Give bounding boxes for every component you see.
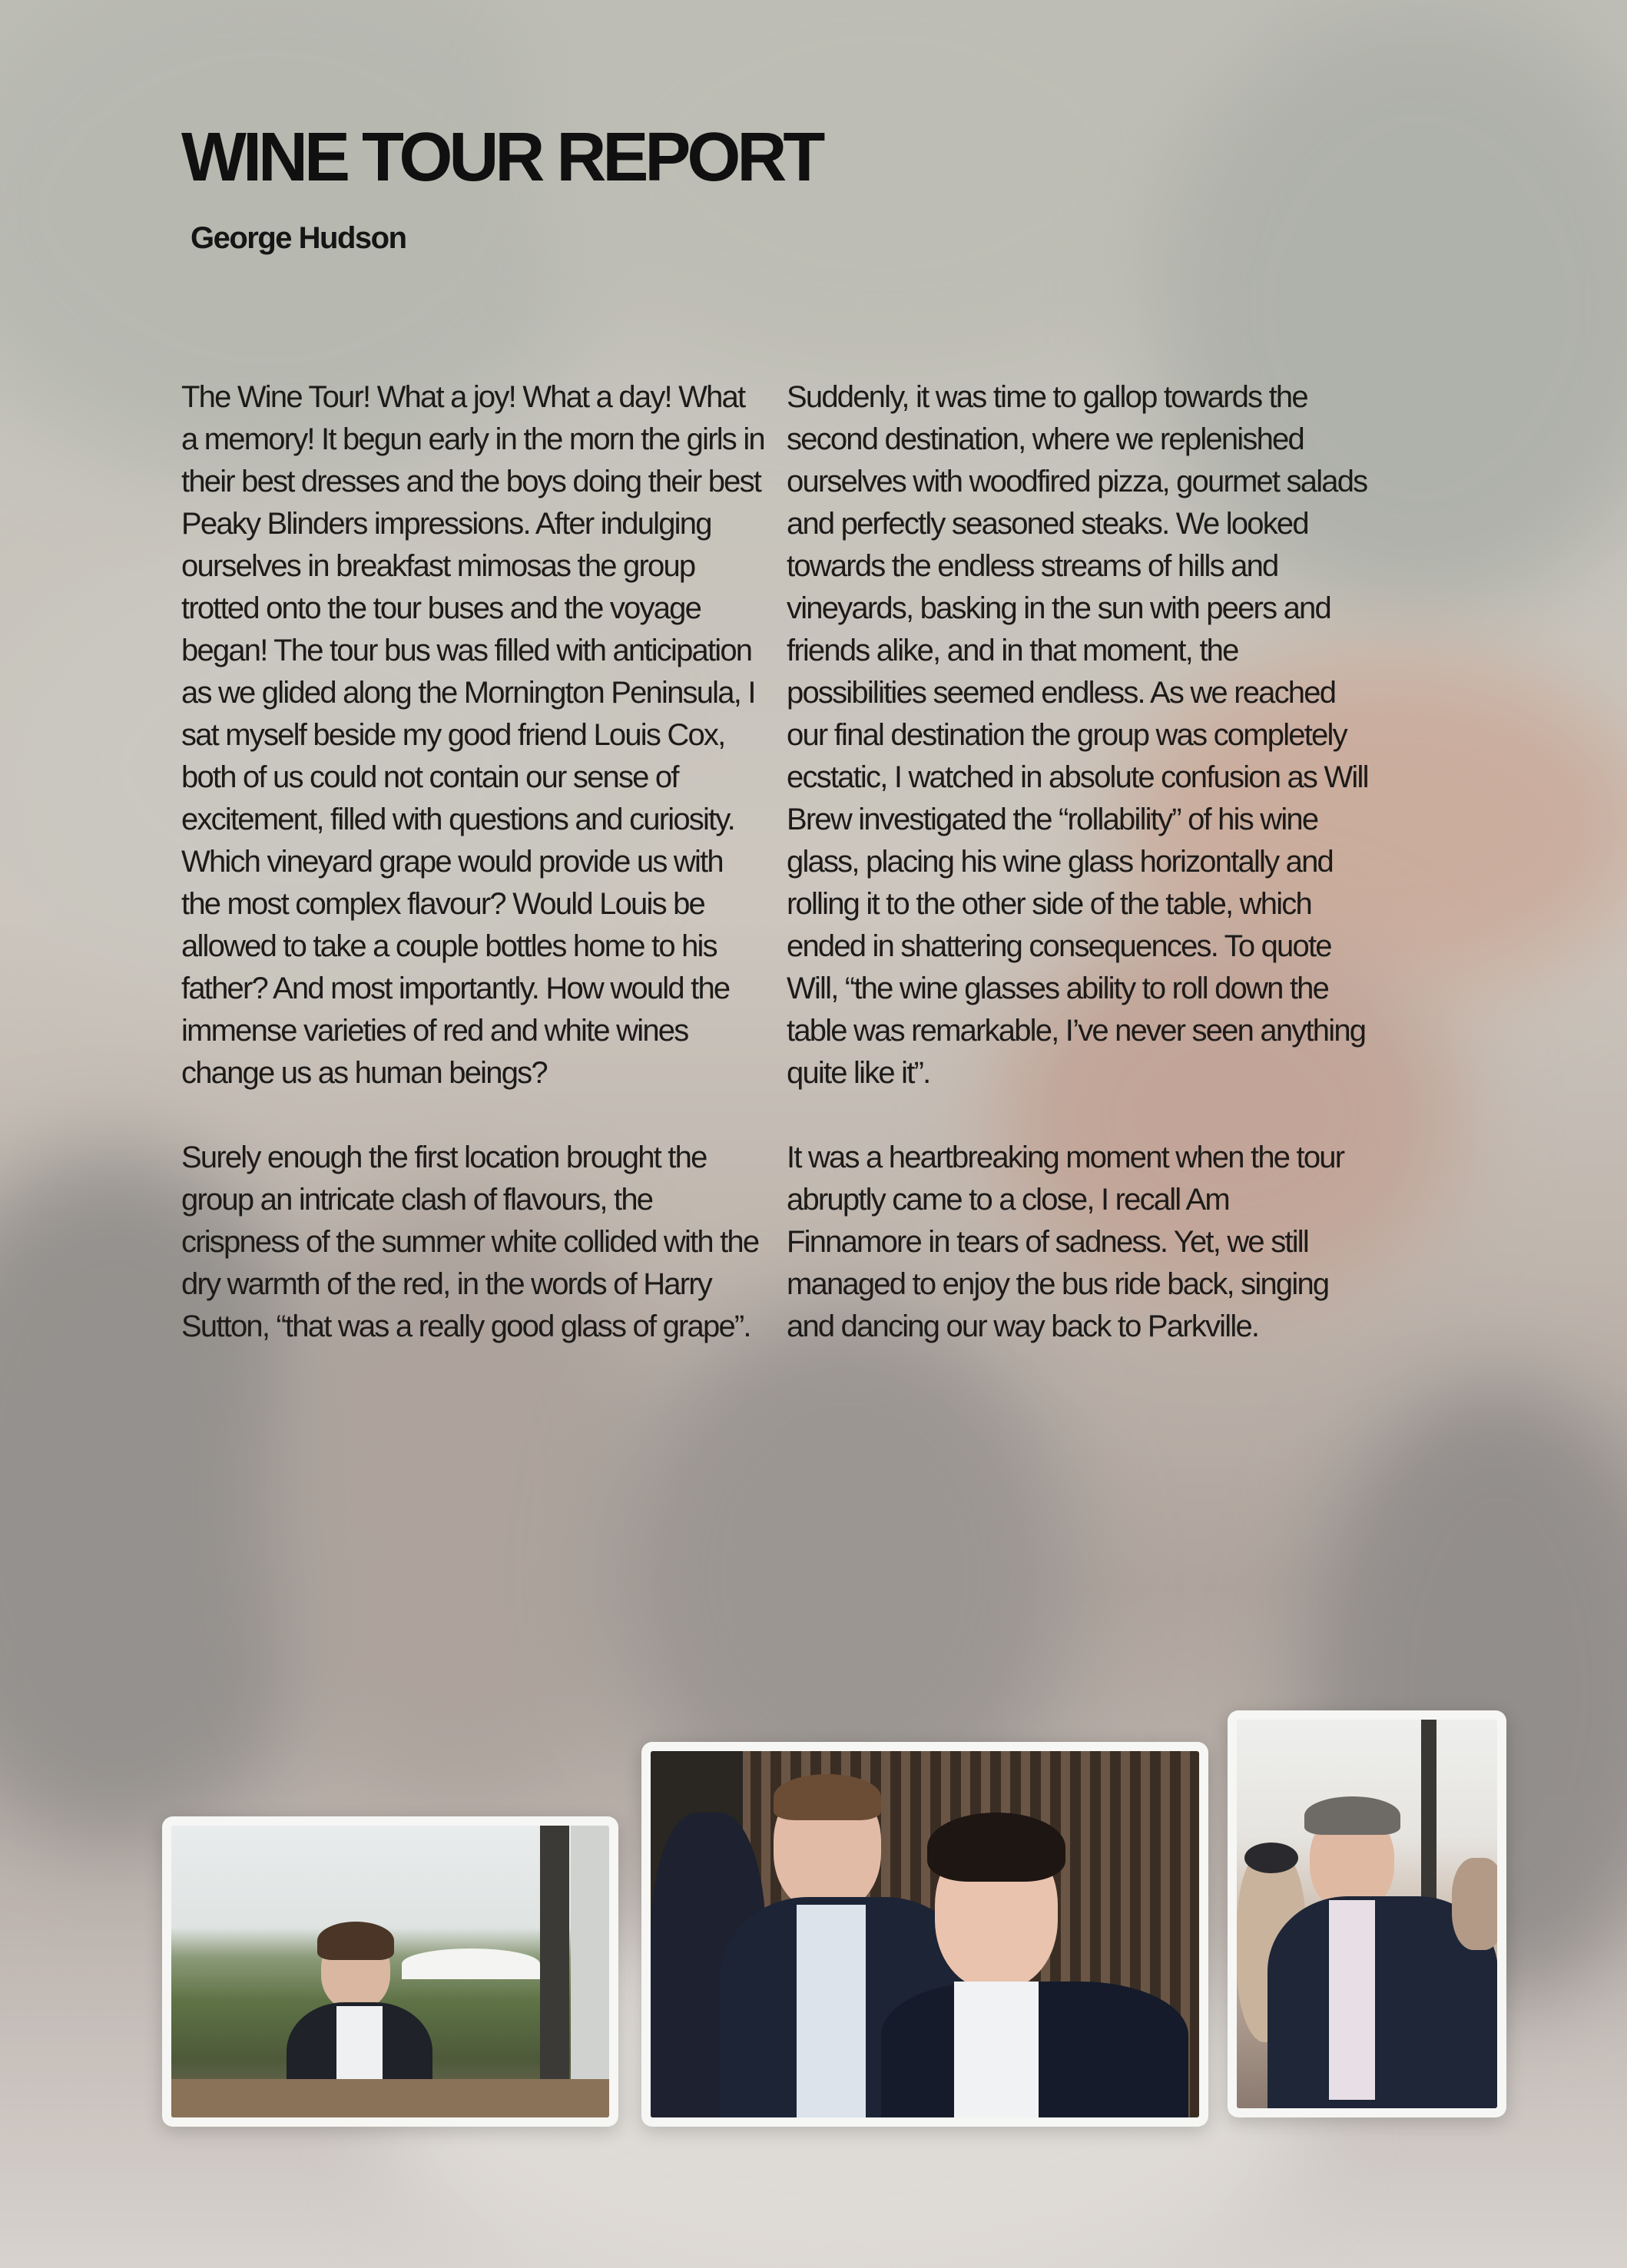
right-text-column <box>787 376 1370 1390</box>
photo-student-vineyard <box>162 1816 618 2127</box>
paragraph: Suddenly, it was time to gallop towards the second destination, where we replenished ourselves with woodfired pizza, gourmet salads and perfectly seasoned steaks. We looked towards the endless streams of hills and vineyards, basking in the sun with peers and friends alike, and in that moment, the possibilities seemed endless. As we reached our final destination the group was completely ecstatic, I watched in absolute confusion as Will Brew investigated the “rollability” of his wine glass, placing his wine glass horizontally and rolling it to the other side of the table, which ended in shattering consequences. To quote Will, “the wine glasses ability to roll down the table was remarkable, I’ve never seen anything quite like it”. <box>787 380 1368 1090</box>
vineyard-photo-image <box>171 1826 609 2117</box>
two-students-photo-image <box>651 1751 1199 2117</box>
left-text-column <box>181 376 765 1390</box>
flat-cap-photo-image <box>1237 1720 1497 2108</box>
page-title: WINE TOUR REPORT <box>181 119 822 196</box>
photo-student-flat-cap <box>1228 1710 1506 2117</box>
photo-two-students <box>641 1742 1208 2127</box>
author-name: George Hudson <box>191 221 406 255</box>
paragraph: The Wine Tour! What a joy! What a day! What a memory! It begun early in the morn the girls in their best dresses and the boys doing their best Peaky Blinders impressions. After indulging ourselves in breakfast mimosas the group trotted onto the tour buses and the voyage began! The tour bus was filled with anticipation as we glided along the Mornington Peninsula, I sat myself beside my good friend Louis Cox, both of us could not contain our sense of excitement, filled with questions and curiosity. Which vineyard grape would provide us with the most complex flavour? Would Louis be allowed to take a couple bottles home to his father? And most importantly. How would the immense varieties of red and white wines change us as human beings? <box>181 380 764 1090</box>
paragraph: Surely enough the first location brought the group an intricate clash of flavours, the crispness of the summer white collided with the dry warmth of the red, in the words of Harry Sutton, “that was a really good glass of grape”. <box>181 1141 759 1343</box>
paragraph: It was a heartbreaking moment when the tour abruptly came to a close, I recall Am Finnamore in tears of sadness. Yet, we still managed to enjoy the bus ride back, singing and dancing our way back to Parkville. <box>787 1141 1344 1343</box>
